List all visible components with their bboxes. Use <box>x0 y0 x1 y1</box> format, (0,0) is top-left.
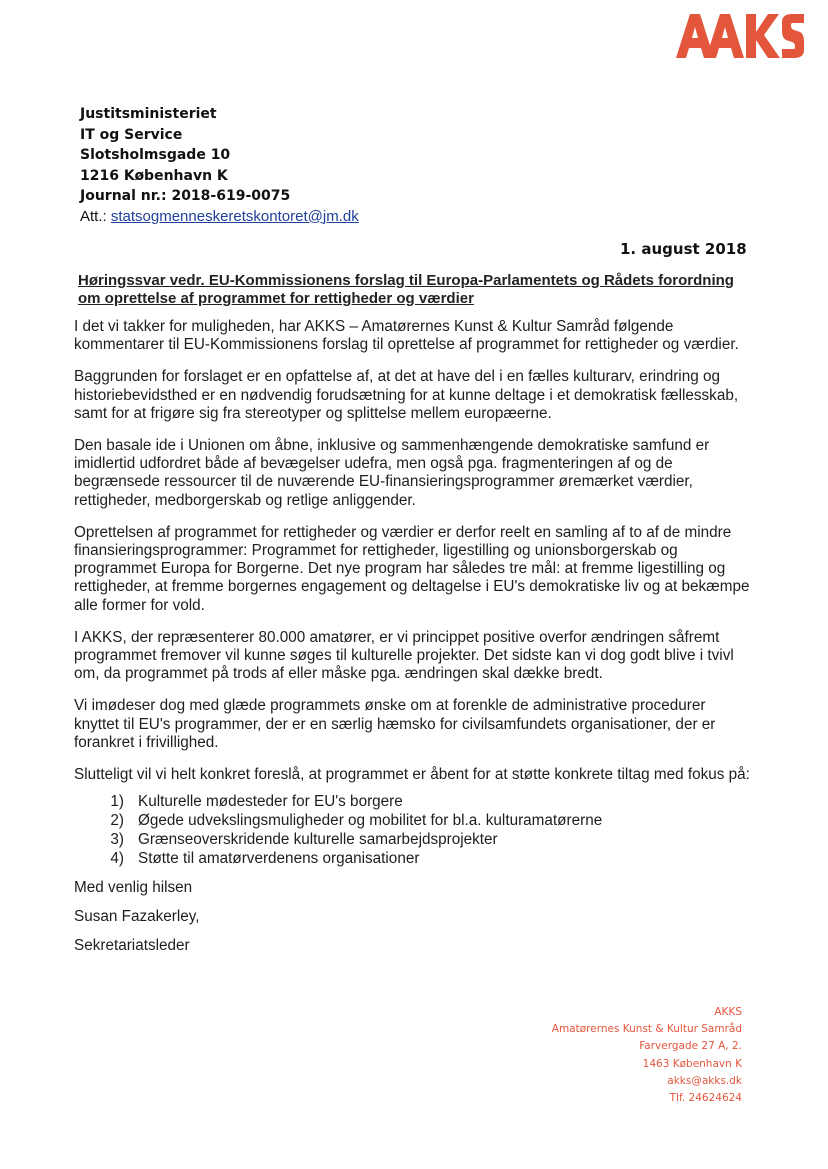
att-label: Att.: <box>80 207 107 225</box>
letter-date: 1. august 2018 <box>620 240 747 258</box>
akks-logo <box>676 14 804 58</box>
list-number: 3) <box>110 831 124 849</box>
proposal-list <box>102 792 754 868</box>
letter-body <box>74 318 754 955</box>
recipient-line: Slotsholmsgade 10 <box>80 147 231 163</box>
body-paragraph: Den basale ide i Unionen om åbne, inklusive og sammenhængende demokratiske samfund er imidlertid udfordret både af bevægelser udefra, men også pga. fragmenteringen af og de begrænsede ressourcer til de nuværende EU-finansieringsprogrammer øremærket værdier, rettigheder, medborgerskab og retlige anliggender. <box>74 437 710 509</box>
recipient-line: Journal nr.: 2018-619-0075 <box>80 188 291 204</box>
footer-line: Amatørernes Kunst & Kultur Samråd <box>551 1023 742 1036</box>
signoff-title: Sekretariatsleder <box>74 937 190 955</box>
list-item <box>102 811 754 830</box>
recipient-address <box>80 104 359 227</box>
body-paragraph: I det vi takker for muligheden, har AKKS – Amatørernes Kunst & Kultur Samråd følgende kommentarer til EU-Kommissionens forslag til oprettelse af programmet for rettigheder og værdier. <box>74 318 739 354</box>
footer-phone: Tlf. 24624624 <box>669 1092 742 1105</box>
list-item <box>102 849 754 868</box>
list-text: Kulturelle mødesteder for EU's borgere <box>138 793 403 811</box>
letter-subject: Høringssvar vedr. EU-Kommissionens forslag til Europa-Parlamentets og Rådets forordning om oprettelse af programmet for rettigheder og værdier <box>78 272 734 307</box>
recipient-line: IT og Service <box>80 126 183 143</box>
list-number: 4) <box>110 850 124 868</box>
footer-email[interactable]: akks@akks.dk <box>667 1074 742 1087</box>
signoff-greeting: Med venlig hilsen <box>74 879 193 897</box>
list-text: Støtte til amatørverdenens organisationer <box>138 850 420 868</box>
body-paragraph: Oprettelsen af programmet for rettigheder og værdier er derfor reelt en samling af to af de mindre finansieringsprogrammer: Programmet for rettigheder, ligestilling og unionsborgerskab og programmet Europa for Borgerne. Det nye program har således tre mål: at fremme ligestilling og rettigheder, at fremme borgernes engagement og deltagelse i EU's demokratiske liv og at bekæmpe alle former for vold. <box>74 523 750 614</box>
body-paragraph: I AKKS, der repræsenterer 80.000 amatører, er vi princippet positive overfor ændringen såfremt programmet fremover vil kunne søges til kulturelle projekter. Det sidste kan vi dog godt blive i tvivl om, da programmet på trods af eller måske pga. ændringen skal dække bredt. <box>74 628 734 683</box>
body-paragraph: Slutteligt vil vi helt konkret foreslå, at programmet er åbent for at støtte konkrete tiltag med fokus på: <box>74 766 750 784</box>
list-text: Grænseoverskridende kulturelle samarbejdsprojekter <box>138 831 498 849</box>
footer-line: AKKS <box>714 1006 742 1018</box>
list-item <box>102 792 754 811</box>
list-number: 1) <box>110 793 124 811</box>
footer-line: 1463 København K <box>642 1057 742 1070</box>
list-number: 2) <box>110 812 124 830</box>
signoff-name: Susan Fazakerley, <box>74 908 200 926</box>
list-item <box>102 830 754 849</box>
footer-line: Farvergade 27 A, 2. <box>639 1040 742 1053</box>
recipient-line: Justitsministeriet <box>80 106 217 122</box>
list-text: Øgede udvekslingsmuligheder og mobilitet for bl.a. kulturamatørerne <box>138 812 603 830</box>
sender-footer <box>552 1004 742 1107</box>
attention-line <box>80 207 359 228</box>
body-paragraph: Vi imødeser dog med glæde programmets ønske om at forenkle de administrative procedurer knyttet til EU's programmer, der er en særlig hæmsko for civilsamfundets organisationer, der er forankret i frivillighed. <box>74 697 716 751</box>
att-email-link[interactable]: statsogmenneskeretskontoret@jm.dk <box>110 207 359 225</box>
recipient-line: 1216 København K <box>80 167 228 184</box>
body-paragraph: Baggrunden for forslaget er en opfattelse af, at det at have del i en fælles kulturarv, erindring og historiebevidsthed er en nødvendig forudsætning for at kunne deltage i et demokratisk fællesskab, samt for at frigøre sig fra stereotyper og splittelse mellem europæerne. <box>74 368 739 422</box>
